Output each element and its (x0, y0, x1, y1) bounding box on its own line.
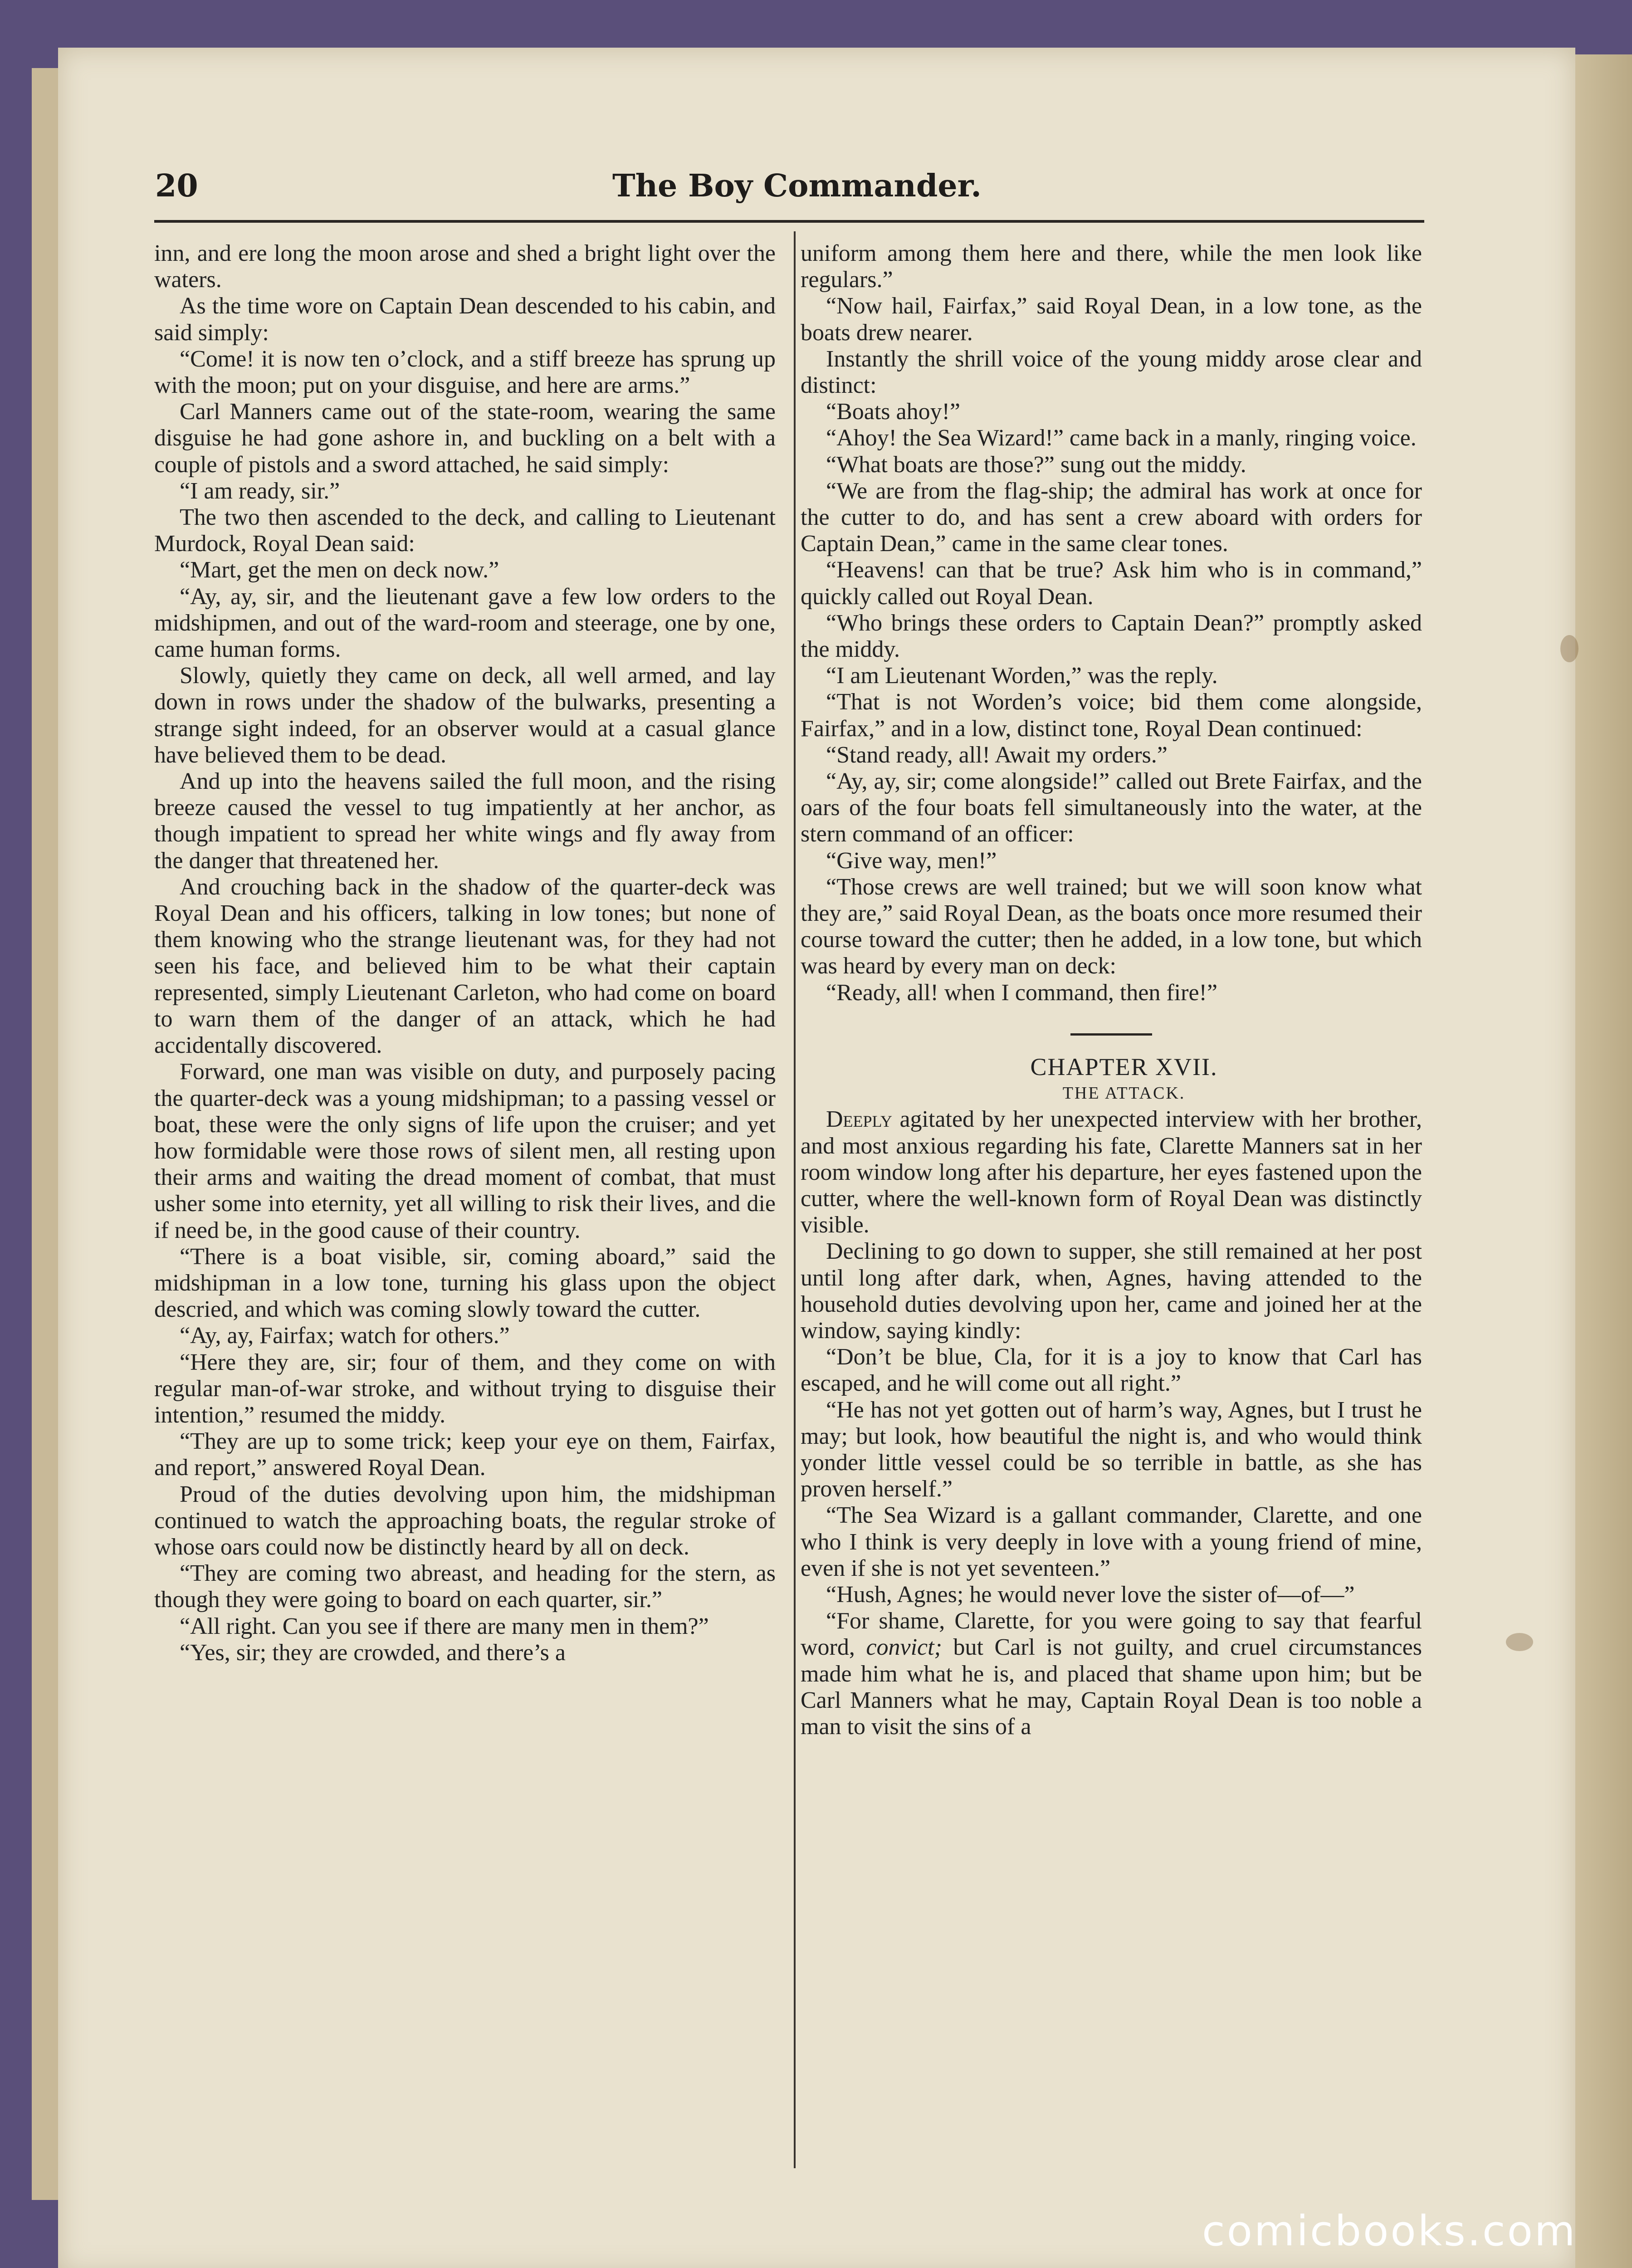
page-edge-right (1574, 54, 1632, 2268)
header-rule (154, 220, 1424, 223)
page-number: 20 (155, 168, 198, 204)
opening-text: agitated by her unexpected interview with her brother, and most anxious regarding his fate, Clarette Manners sat in her room window long after his departure, her eyes fastened upon the cutter, where the well-known form of Royal Dean was distinctly visible. (801, 1106, 1422, 1238)
paragraph: “He has not yet gotten out of harm’s way, Agnes, but I trust he may; but look, how beautiful the night is, and who would think yonder little vessel could be so terrible in battle, as she has proven herself.” (801, 1397, 1422, 1502)
paragraph: “Boats ahoy!” (826, 399, 961, 425)
text-run: “For shame, Clarette, for you were going to say that fearful word, (801, 1608, 1422, 1661)
paragraph: “There is a boat visible, sir, coming aboard,” said the midshipman in a low tone, turning his glass upon the object descried, and which was coming slowly toward the cutter. (154, 1243, 776, 1323)
paragraph: “Who brings these orders to Captain Dean?” promptly asked the middy. (801, 610, 1422, 663)
paragraph: “The Sea Wizard is a gallant commander, Clarette, and one who I think is very deeply in love with a young friend of mine, even if she is not yet seventeen.” (801, 1502, 1422, 1581)
paper-stain (1506, 1633, 1533, 1651)
paragraph: “Heavens! can that be true? Ask him who is in command,” quickly called out Royal Dean. (801, 557, 1422, 610)
paragraph: “Ready, all! when I command, then fire!” (826, 979, 1217, 1006)
chapter-heading: CHAPTER XVII. (1030, 1053, 1218, 1080)
italic-word: convict; (866, 1634, 942, 1661)
paragraph: “Ay, ay, sir; come alongside!” called out Brete Fairfax, and the oars of the four boats fell simultaneously into the water, at the stern command of an officer: (801, 768, 1422, 847)
column-divider (794, 231, 796, 2168)
page-header (91, 136, 1424, 222)
paragraph: And crouching back in the shadow of the quarter-deck was Royal Dean and his officers, talking in low tones; but none of them knowing who the strange lieutenant was, for they had not seen his face, and believed him to be what their captain represented, simply Lieutenant Carleton, who had come on board to warn them of the danger of an attack, which he had accidentally discovered. (154, 874, 776, 1059)
paragraph: inn, and ere long the moon arose and shed a bright light over the waters. (154, 240, 776, 293)
paragraph: “Don’t be blue, Cla, for it is a joy to know that Carl has escaped, and he will come out all right.” (801, 1344, 1422, 1397)
text-run: but Carl is not guilty, and cruel circumstances made him what he is, and placed that shame upon him; but be Carl Manners what he may, Captain Royal Dean is too noble a man to visit the sins of a (801, 1634, 1422, 1740)
paragraph: “Here they are, sir; four of them, and they come on with regular man-of-war stroke, and without trying to disguise their intention,” resumed the middy. (154, 1349, 776, 1428)
paragraph: “Give way, men!” (826, 847, 997, 874)
paragraph: “Those crews are well trained; but we will soon know what they are,” said Royal Dean, as the boats once more resumed their course toward the cutter; then he added, in a low tone, but which was heard by every man on deck: (801, 874, 1422, 979)
paragraph: “Come! it is now ten o’clock, and a stiff breeze has sprung up with the moon; put on your disguise, and here are arms.” (154, 346, 776, 399)
paragraph: “I am ready, sir.” (180, 478, 340, 504)
paragraph: The two then ascended to the deck, and calling to Lieutenant Murdock, Royal Dean said: (154, 504, 776, 557)
paragraph: “We are from the flag-ship; the admiral has work at once for the cutter to do, and has sent a crew aboard with orders for Captain Dean,” came in the same clear tones. (801, 478, 1422, 557)
paragraph: “I am Lieutenant Worden,” was the reply. (826, 663, 1218, 689)
paragraph: As the time wore on Captain Dean descended to his cabin, and said simply: (154, 293, 776, 346)
watermark: comicbooks.com (1202, 2207, 1577, 2255)
paragraph: Slowly, quietly they came on deck, all well armed, and lay down in rows under the shadow of the bulwarks, presenting a strange sight indeed, for an observer would at a casual glance have believed them to be dead. (154, 663, 776, 768)
paragraph: Proud of the duties devolving upon him, the midshipman continued to watch the approaching boats, the regular stroke of whose oars could now be distinctly heard by all on deck. (154, 1481, 776, 1560)
chapter-subtitle: THE ATTACK. (1062, 1084, 1186, 1103)
right-column (801, 240, 1422, 1740)
paragraph: Carl Manners came out of the state-room, wearing the same disguise he had gone ashore in, and buckling on a belt with a couple of pistols and a sword attached, he said simply: (154, 399, 776, 478)
paragraph (801, 1608, 1422, 1740)
paragraph: “Ahoy! the Sea Wizard!” came back in a manly, ringing voice. (826, 425, 1417, 451)
paragraph: uniform among them here and there, while the men look like regulars.” (801, 240, 1422, 293)
paragraph: “They are up to some trick; keep your eye on them, Fairfax, and report,” answered Royal Dean. (154, 1428, 776, 1481)
paragraph: “Now hail, Fairfax,” said Royal Dean, in a low tone, as the boats drew nearer. (801, 293, 1422, 346)
paper-stain (1560, 635, 1578, 662)
paragraph: “Mart, get the men on deck now.” (180, 557, 499, 583)
left-column (154, 240, 776, 1666)
paragraph: Instantly the shrill voice of the young middy arose clear and distinct: (801, 346, 1422, 399)
paragraph: Declining to go down to supper, she still remained at her post until long after dark, when, Agnes, having attended to the household duties devolving upon her, came and joined her at the window, saying kindly: (801, 1238, 1422, 1344)
paragraph: “Hush, Agnes; he would never love the sister of—of—” (826, 1581, 1355, 1608)
chapter-rule (1070, 1033, 1152, 1036)
paragraph: “All right. Can you see if there are many men in them?” (180, 1613, 709, 1639)
running-title: The Boy Commander. (612, 168, 982, 204)
paragraph (801, 1106, 1422, 1238)
paragraph: “Stand ready, all! Await my orders.” (826, 742, 1168, 768)
paragraph: “Yes, sir; they are crowded, and there’s a (180, 1639, 566, 1666)
paragraph: “They are coming two abreast, and heading for the stern, as though they were going to board on each quarter, sir.” (154, 1560, 776, 1613)
paragraph: Forward, one man was visible on duty, and purposely pacing the quarter-deck was a young midshipman; to a passing vessel or boat, these were the only signs of life upon the cruiser; and yet how formidable were those rows of silent men, all resting upon their arms and waiting the dread moment of combat, that must usher some into eternity, yet all willing to risk their lives, and die if need be, in the good cause of their country. (154, 1059, 776, 1243)
paragraph: “Ay, ay, Fairfax; watch for others.” (180, 1323, 510, 1349)
paragraph: And up into the heavens sailed the full moon, and the rising breeze caused the vessel to tug impatiently at her anchor, as though impatient to spread her white wings and fly away from the danger that threatened her. (154, 768, 776, 874)
paragraph: “Ay, ay, sir, and the lieutenant gave a few low orders to the midshipmen, and out of the ward-room and steerage, one by one, came human forms. (154, 583, 776, 663)
paragraph: “That is not Worden’s voice; bid them come alongside, Fairfax,” and in a low, distinct tone, Royal Dean continued: (801, 689, 1422, 742)
paragraph: “What boats are those?” sung out the middy. (826, 451, 1246, 478)
opening-word: Deeply (826, 1106, 892, 1133)
